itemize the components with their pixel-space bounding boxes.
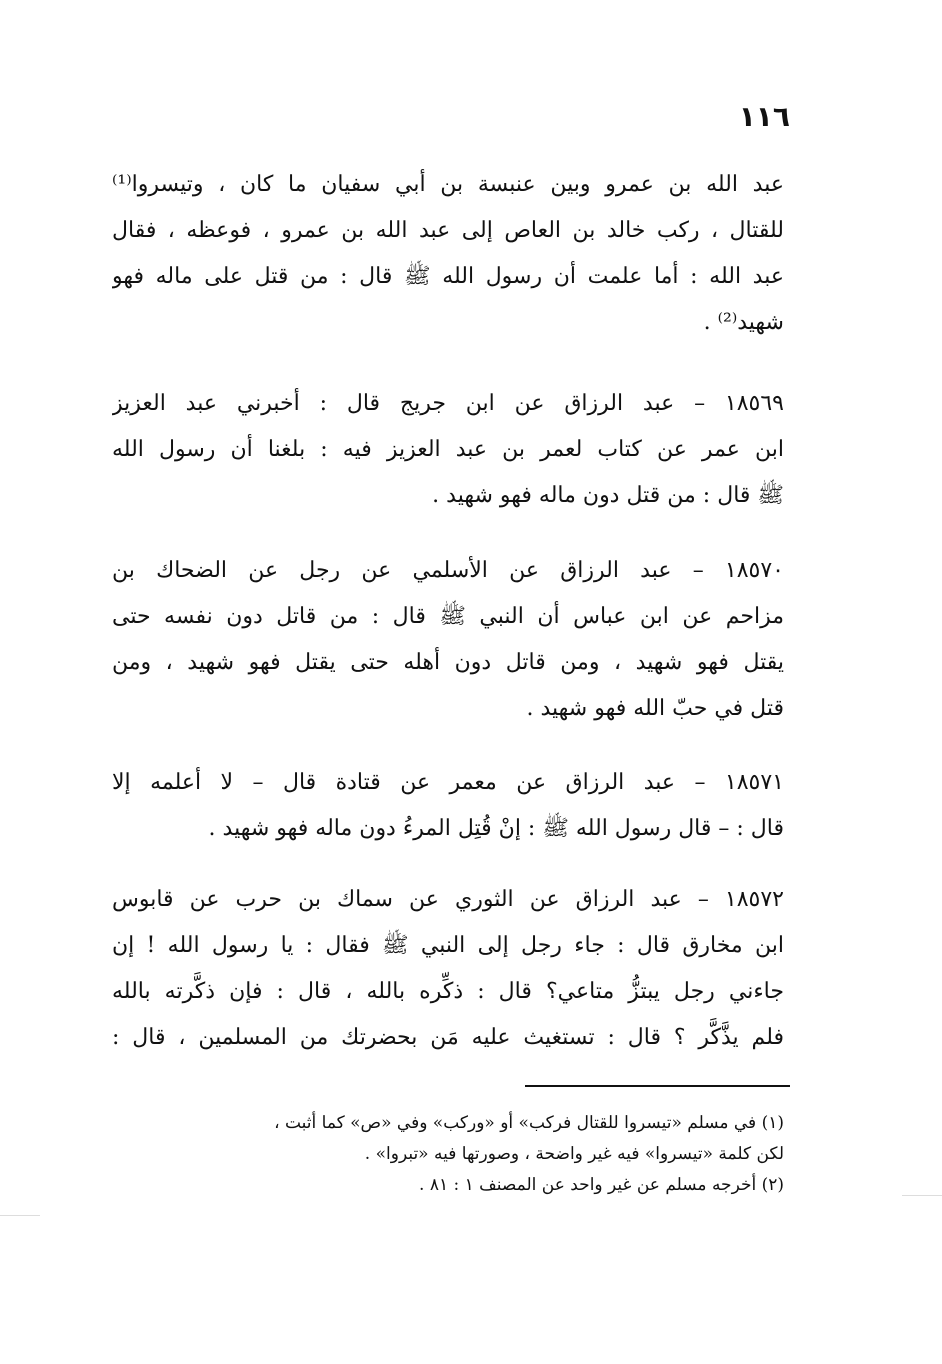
text-line: عبد الله بن عمرو وبين عنبسة بن أبي سفيان ما كان ، وتيسروا⁽¹⁾ (112, 172, 784, 197)
text-line: يقتل فهو شهيد ، ومن قاتل دون أهله حتى يقتل فهو شهيد ، ومن (112, 650, 784, 675)
hadith-18570 (112, 548, 784, 732)
text-line: قال : – قال رسول الله ﷺ : إنْ قُتِل المرءُ دون ماله فهو شهيد . (208, 816, 784, 841)
text-line: جاءني رجل يبتزُّ متاعي؟ قال : ذكِّره بالله ، قال : فإن ذكَّرته بالله (112, 979, 784, 1004)
footnotes (112, 1108, 784, 1201)
hadith-18569 (112, 381, 784, 519)
footnote-divider (525, 1085, 790, 1087)
text-line: ١٨٥٦٩ – عبد الرزاق عن ابن جريج قال : أخبرني عبد العزيز (112, 391, 784, 416)
text-line: ابن مخارق قال : جاء رجل إلى النبي ﷺ فقال : يا رسول الله ! إن (112, 933, 784, 958)
page-number: ١١٦ (738, 100, 790, 133)
text-line: ١٨٥٧٢ – عبد الرزاق عن الثوري عن سماك بن حرب عن قابوس (112, 887, 784, 912)
text-line: فلم يذَّكَّر ؟ قال : تستغيث عليه مَن بحضرتك من المسلمين ، قال : (112, 1025, 784, 1050)
footnote-line: (١) في مسلم «تيسروا للقتال فركب» أو «وركب» وفي «ص» كما أثبت ، (274, 1113, 784, 1133)
hadith-18571 (112, 760, 784, 852)
hadith-18572 (112, 877, 784, 1061)
text-line: ١٨٥٧١ – عبد الرزاق عن معمر عن قتادة قال – لا أعلمه إلا (112, 770, 784, 795)
scan-mark-right (902, 1195, 942, 1196)
footnote-line: لكن كلمة «تيسروا» فيه غير واضحة ، وصورتها فيه «تبروا» . (364, 1144, 784, 1164)
footnote-line: (٢) أخرجه مسلم عن غير واحد عن المصنف ١ : ٨١ . (419, 1175, 784, 1195)
text-line: عبد الله : أما علمت أن رسول الله ﷺ قال : من قتل على ماله فهو (112, 264, 784, 289)
text-line: شهيد⁽²⁾ . (703, 310, 784, 335)
text-line: مزاحم عن ابن عباس أن النبي ﷺ قال : من قاتل دون نفسه حتى (112, 604, 784, 629)
scan-edge-marks (0, 1195, 942, 1235)
text-line: ﷺ قال : من قتل دون ماله فهو شهيد . (432, 483, 784, 508)
text-line: ١٨٥٧٠ – عبد الرزاق عن الأسلمي عن رجل عن الضحاك بن (112, 558, 784, 583)
paragraph-continuation (112, 162, 784, 346)
scan-mark-left (0, 1215, 40, 1216)
text-line: للقتال ، ركب خالد بن العاص إلى عبد الله بن عمرو ، فوعظه ، فقال (112, 218, 784, 243)
text-line: ابن عمر عن كتاب لعمر بن عبد العزيز فيه : بلغنا أن رسول الله (112, 437, 784, 462)
text-line: قتل في حبّ الله فهو شهيد . (526, 696, 784, 721)
